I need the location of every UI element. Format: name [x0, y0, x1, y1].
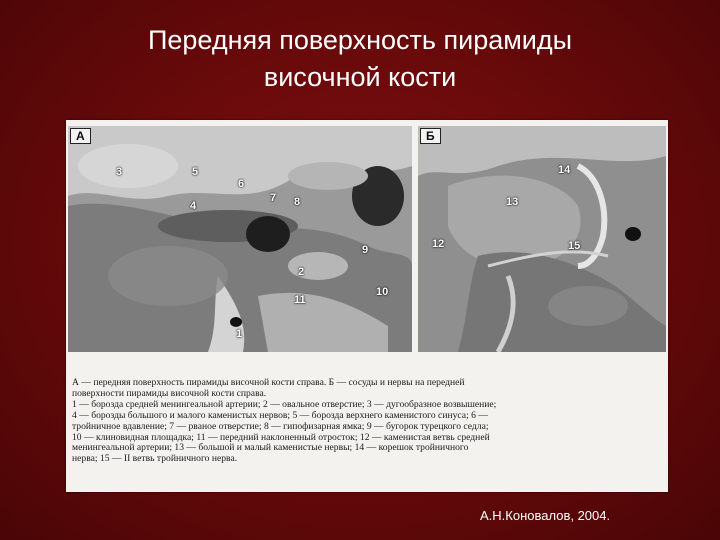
author-credit: А.Н.Коновалов, 2004. [480, 508, 611, 523]
label-8: 8 [294, 196, 301, 208]
caption-line: менингеальной артерии; 13 — большой и малый каменистые нервы; 14 — корешок тройничного [72, 442, 469, 454]
label-12: 12 [432, 238, 445, 250]
caption-line: А — передняя поверхность пирамиды височной кости справа. Б — сосуды и нервы на передней [72, 377, 465, 388]
label-7: 7 [270, 192, 277, 204]
photo-panel-b [418, 126, 666, 352]
bone-photo-a [68, 126, 412, 352]
label-10: 10 [376, 286, 389, 298]
caption-line: 1 — борозда средней менингеальной артерии; 2 — овальное отверстие; 3 — дугообразное возвышение; [72, 398, 497, 410]
panel-b-letter: Б [420, 128, 441, 144]
caption-line: 4 — борозды большого и малого каменистых нервов; 5 — борозда верхнего каменистого синуса; 6 — [72, 409, 488, 421]
figure-caption [72, 378, 664, 465]
panel-a-letter: А [70, 128, 91, 144]
title-line-2: височной кости [263, 62, 457, 92]
label-14: 14 [558, 164, 571, 176]
title-line-1: Передняя поверхность пирамиды [147, 25, 573, 55]
label-9: 9 [362, 244, 369, 256]
label-3: 3 [116, 166, 123, 178]
label-2: 2 [298, 266, 305, 278]
caption-line: тройничное вдавление; 7 — рваное отверстие; 8 — гипофизарная ямка; 9 — бугорок турецкого седла; [72, 420, 489, 432]
caption-line: поверхности пирамиды височной кости справа. [72, 387, 267, 399]
label-15: 15 [568, 240, 581, 252]
photo-panel-a [68, 126, 412, 352]
anatomy-figure [66, 120, 668, 492]
slide-title [0, 22, 720, 96]
caption-line: 10 — клиновидная площадка; 11 — передний наклоненный отросток; 12 — каменистая ветвь средней [72, 431, 490, 443]
caption-line: нерва; 15 — II ветвь тройничного нерва. [72, 453, 238, 465]
label-13: 13 [506, 196, 519, 208]
label-4: 4 [190, 200, 197, 212]
bone-photo-b [418, 126, 666, 352]
label-5: 5 [192, 166, 199, 178]
label-11: 11 [294, 294, 306, 306]
label-6: 6 [238, 178, 245, 190]
label-1: 1 [236, 328, 243, 340]
